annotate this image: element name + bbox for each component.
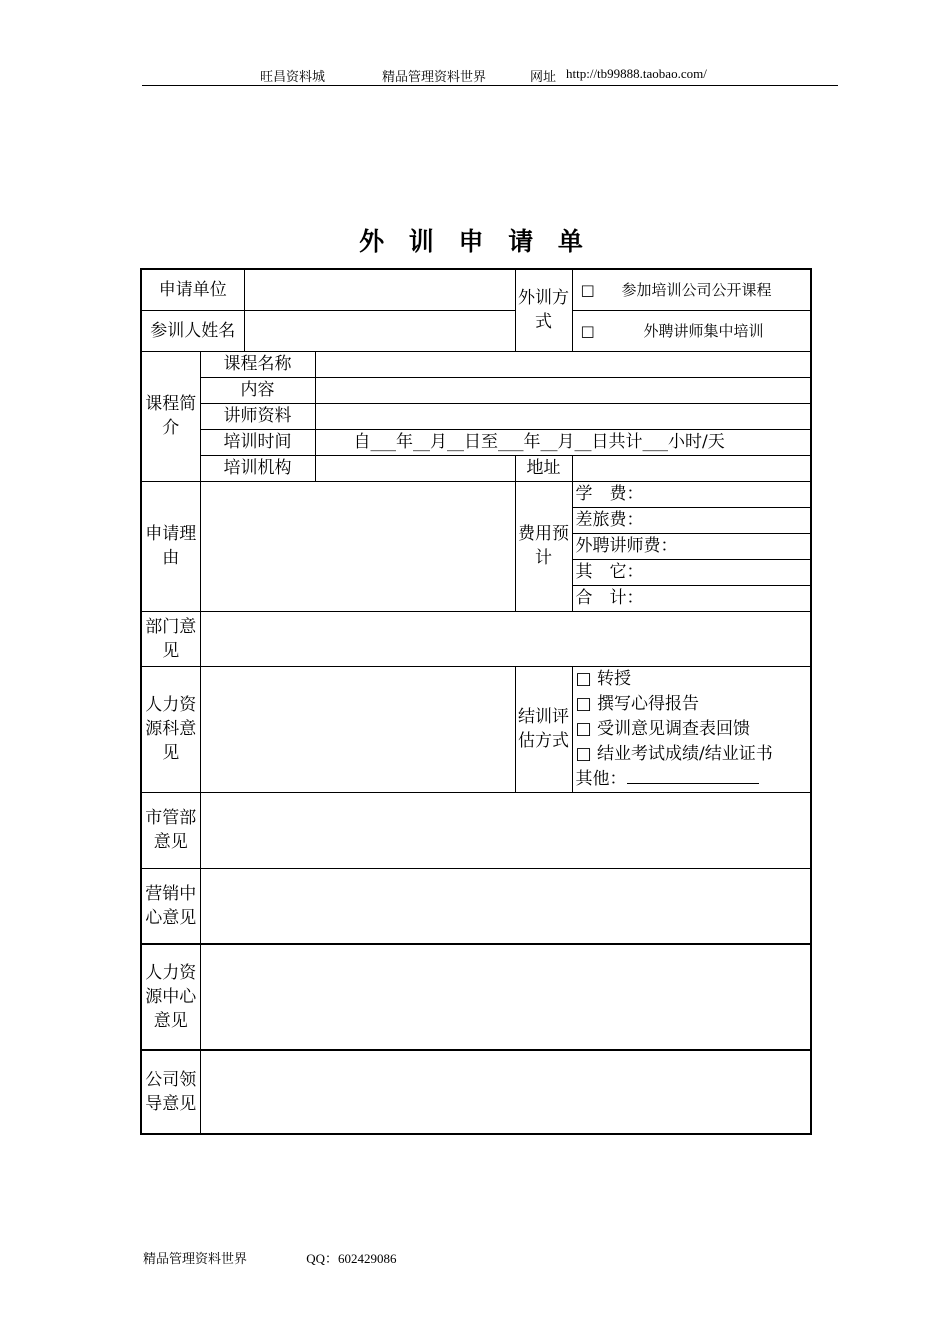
other-fee-field[interactable]: 其 它：	[572, 559, 811, 585]
address-input[interactable]	[572, 455, 811, 481]
participant-name-label: 参训人姓名	[141, 310, 244, 351]
hr-center-opinion-input[interactable]	[200, 944, 811, 1050]
eval-other-blank[interactable]	[627, 767, 759, 784]
eval-option-exam[interactable]: □ 结业考试成绩/结业证书	[575, 743, 773, 764]
total-field[interactable]: 合 计：	[572, 585, 811, 611]
hr-section-opinion-input[interactable]	[200, 666, 515, 792]
budget-label: 费用预计	[515, 481, 572, 611]
course-intro-label: 课程简介	[141, 351, 200, 481]
course-name-label: 课程名称	[200, 351, 315, 377]
lecturer-info-input[interactable]	[315, 403, 811, 429]
header-slogan: 精品管理资料世界	[382, 69, 487, 84]
hr-center-opinion-label: 人力资源中心意见	[141, 944, 200, 1050]
eval-option-survey[interactable]: □ 受训意见调查表回馈	[575, 718, 750, 739]
dept-opinion-label: 部门意见	[141, 611, 200, 666]
market-dept-opinion-label: 市管部意见	[141, 792, 200, 868]
page-title: 外 训 申 请 单	[359, 227, 591, 256]
leader-opinion-input[interactable]	[200, 1050, 811, 1134]
applicant-unit-label: 申请单位	[141, 269, 244, 310]
page-footer	[143, 1248, 453, 1267]
market-dept-opinion-input[interactable]	[200, 792, 811, 868]
course-name-input[interactable]	[315, 351, 811, 377]
checkbox-icon[interactable]: □	[575, 743, 592, 764]
participant-name-input[interactable]	[244, 310, 515, 351]
header-url-label: 网址	[530, 69, 557, 84]
address-label: 地址	[515, 455, 572, 481]
page-header	[142, 64, 838, 86]
footer-qq: QQ：602429086	[306, 1251, 397, 1266]
checkbox-icon[interactable]: □	[575, 693, 592, 714]
reason-input[interactable]	[200, 481, 515, 611]
lecturer-fee-field[interactable]: 外聘讲师费：	[572, 533, 811, 559]
travel-field[interactable]: 差旅费：	[572, 507, 811, 533]
content-input[interactable]	[315, 377, 811, 403]
institution-label: 培训机构	[200, 455, 315, 481]
checkbox-icon[interactable]: □	[580, 321, 595, 340]
checkbox-icon[interactable]: □	[580, 280, 595, 299]
tuition-field[interactable]: 学 费：	[572, 481, 811, 507]
eval-option-report[interactable]: □ 撰写心得报告	[575, 693, 699, 714]
mode-option-public-course[interactable]: □ 参加培训公司公开课程	[572, 269, 811, 310]
header-url[interactable]: http://tb99888.taobao.com/	[566, 66, 707, 81]
mode-option-external-lecturer[interactable]: □ 外聘讲师集中培训	[572, 310, 811, 351]
checkbox-icon[interactable]: □	[575, 718, 592, 739]
eval-option-other[interactable]: 其他：	[576, 767, 811, 792]
marketing-center-opinion-input[interactable]	[200, 868, 811, 944]
header-shop: 旺昌资料城	[260, 69, 326, 84]
checkbox-icon[interactable]: □	[575, 668, 592, 689]
leader-opinion-label: 公司领导意见	[141, 1050, 200, 1134]
training-mode-label: 外训方式	[515, 269, 572, 351]
evaluation-label: 结训评估方式	[515, 666, 572, 792]
institution-input[interactable]	[315, 455, 515, 481]
footer-slogan: 精品管理资料世界	[143, 1251, 248, 1266]
training-time-input[interactable]: 自___年__月__日至___年__月__日共计___小时/天	[315, 429, 811, 455]
applicant-unit-input[interactable]	[244, 269, 515, 310]
reason-label: 申请理由	[141, 481, 200, 611]
content-label: 内容	[200, 377, 315, 403]
evaluation-options	[572, 666, 811, 792]
eval-option-transfer[interactable]: □ 转授	[575, 668, 631, 689]
marketing-center-opinion-label: 营销中心意见	[141, 868, 200, 944]
lecturer-info-label: 讲师资料	[200, 403, 315, 429]
training-application-form	[140, 268, 812, 1135]
dept-opinion-input[interactable]	[200, 611, 811, 666]
hr-section-opinion-label: 人力资源科意见	[141, 666, 200, 792]
training-time-label: 培训时间	[200, 429, 315, 455]
